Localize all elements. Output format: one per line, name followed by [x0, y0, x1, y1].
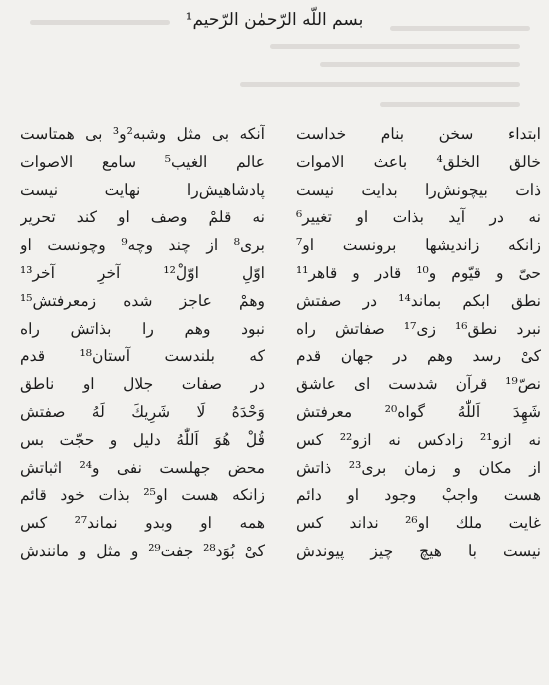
verse-line: كه بلندست آستان¹⁸ قدم: [20, 347, 265, 366]
verse-line: نصّ¹⁹ قرآن شدست ای عاشق: [296, 375, 541, 394]
verse-line: عالم الغيب⁵ سامع الاصوات: [20, 152, 265, 171]
verse-line: محض جهلست نفی و²⁴ اثباتش: [20, 458, 265, 477]
verse-line: وَحْدَهُ لَا شَرِيكَ لَهُ صفتش: [20, 402, 265, 421]
verse-line: نبرد نطق¹⁶ زی¹⁷ صفاتش راه: [296, 319, 541, 338]
verse-line: نه ازو²¹ زادكس نه ازو²² كس: [296, 430, 541, 449]
right-verse-column: [296, 121, 541, 566]
verse-line: نه در آيد بذات او تغيير⁶: [296, 208, 541, 227]
verse-line: نبود وهم را بذاتش راه: [20, 319, 265, 338]
verse-line: كیْ بُوَد²⁸ جفت²⁹ و مثل و مانندش: [20, 541, 265, 560]
verse-line: در صفات جلال او ناطق: [20, 375, 265, 394]
verse-line: نطق ابكم بماند¹⁴ در صفتش: [296, 291, 541, 310]
verse-line: نيست با هيچ چيز پيوندش: [296, 541, 541, 560]
left-verse-column: [20, 121, 265, 566]
basmala-heading: بسم اللّه الرّحمٰن الرّحيم¹: [185, 10, 364, 30]
verse-line: حیّ و قيّوم و¹⁰ قادر و قاهر¹¹: [296, 263, 541, 282]
verse-line: اوّلِ اوّلْ¹² آخرِ آخر¹³: [20, 263, 265, 282]
verse-line: كیْ رسد وهم در جهان قدم: [296, 347, 541, 366]
verse-line: نه قلمْ وصف او كند تحرير: [20, 208, 265, 227]
verse-line: قُلْ هُوَ اَللّٰهُ دليل و حجّت بس: [20, 430, 265, 449]
verse-line: ذات بيچونش‌را بدايت نيست: [296, 180, 541, 199]
verse-line: پادشاهيش‌را نهايت نيست: [20, 180, 265, 199]
verse-line: همه او وبدو نماند²⁷ كس: [20, 514, 265, 533]
verse-line: ابتداء سخن بنام خداست: [296, 125, 541, 143]
verse-line: زانكه زانديشها برونست او⁷: [296, 236, 541, 255]
verse-line: خالق الخلق⁴ باعث الاموات: [296, 152, 541, 171]
verse-line: زانكه هست او²⁵ بذات خود قائم: [20, 486, 265, 505]
verse-line: از مكان و زمان بری²³ ذاتش: [296, 458, 541, 477]
verse-line: وهمْ عاجز شده زمعرفتش¹⁵: [20, 291, 265, 310]
verse-line: غايت ملك او²⁶ نداند كس: [296, 514, 541, 533]
verse-line: آنكه بی مثل وشبه²و³ بی همتاست: [20, 125, 265, 143]
verse-line: هست واجبْ وجود او دائم: [296, 486, 541, 505]
verse-line: شَهِدَ اَللّٰهُ گواه²⁰ معرفتش: [296, 402, 541, 421]
verse-line: بری⁸ از چند وچه⁹ وچونست او: [20, 236, 265, 255]
